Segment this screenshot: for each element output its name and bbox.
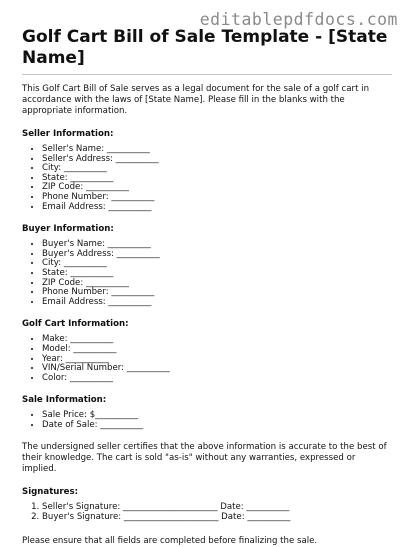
title-divider <box>22 74 392 75</box>
seller-state-item: • State: __________ <box>42 174 392 184</box>
buyer-signature-item: 2. Buyer's Signature: ______________________ Date: __________ <box>42 513 392 523</box>
seller-zip-item: • ZIP Code: __________ <box>42 183 392 193</box>
buyer-state-item: • State: __________ <box>42 269 392 279</box>
buyer-address-item: • Buyer's Address: __________ <box>42 250 392 260</box>
seller-list <box>22 145 392 212</box>
watermark: editablepdfdocs.com <box>199 10 398 29</box>
document-body <box>22 27 392 547</box>
seller-email-item: • Email Address: __________ <box>42 203 392 213</box>
seller-section-title: Seller Information: <box>22 129 114 139</box>
cart-section-title: Golf Cart Information: <box>22 319 129 330</box>
certification-paragraph: The undersigned seller certifies that the above information is accurate to the best of their knowledge. The cart is sold "as-is" without any warranties, expressed or implied. <box>22 442 387 475</box>
cart-year-item: • Year: __________ <box>42 355 392 365</box>
buyer-section-title: Buyer Information: <box>22 224 114 235</box>
cart-vin-item: • VIN/Serial Number: __________ <box>42 364 392 374</box>
sale-price-item: • Sale Price: $__________ <box>42 411 392 421</box>
buyer-zip-item: • ZIP Code: __________ <box>42 279 392 289</box>
sale-section-title: Sale Information: <box>22 395 107 406</box>
footer-note: Please ensure that all fields are completed before finalizing the sale. <box>22 535 318 546</box>
buyer-phone-item: • Phone Number: __________ <box>42 288 392 298</box>
cart-make-item: • Make: __________ <box>42 335 392 345</box>
cart-color-item: • Color: __________ <box>42 374 392 384</box>
seller-city-item: • City: __________ <box>42 164 392 174</box>
seller-phone-item: • Phone Number: __________ <box>42 193 392 203</box>
document-title: Golf Cart Bill of Sale Template - [State Name] <box>22 27 388 68</box>
buyer-city-item: • City: __________ <box>42 259 392 269</box>
buyer-list <box>22 240 392 307</box>
cart-list <box>22 335 392 383</box>
signatures-section-title: Signatures: <box>22 487 79 498</box>
signatures-list <box>22 503 392 522</box>
seller-name-item: • Seller's Name: __________ <box>42 145 392 155</box>
seller-address-item: • Seller's Address: __________ <box>42 155 392 165</box>
cart-model-item: • Model: __________ <box>42 345 392 355</box>
buyer-name-item: • Buyer's Name: __________ <box>42 240 392 250</box>
sale-date-item: • Date of Sale: __________ <box>42 421 392 431</box>
sale-list <box>22 411 392 430</box>
intro-paragraph: This Golf Cart Bill of Sale serves as a legal document for the sale of a golf cart in accordance with the laws of [State Name]. Please fill in the blanks with the appropriate information. <box>22 84 370 116</box>
buyer-email-item: • Email Address: __________ <box>42 298 392 308</box>
seller-signature-item: 1. Seller's Signature: ______________________ Date: __________ <box>42 503 392 513</box>
